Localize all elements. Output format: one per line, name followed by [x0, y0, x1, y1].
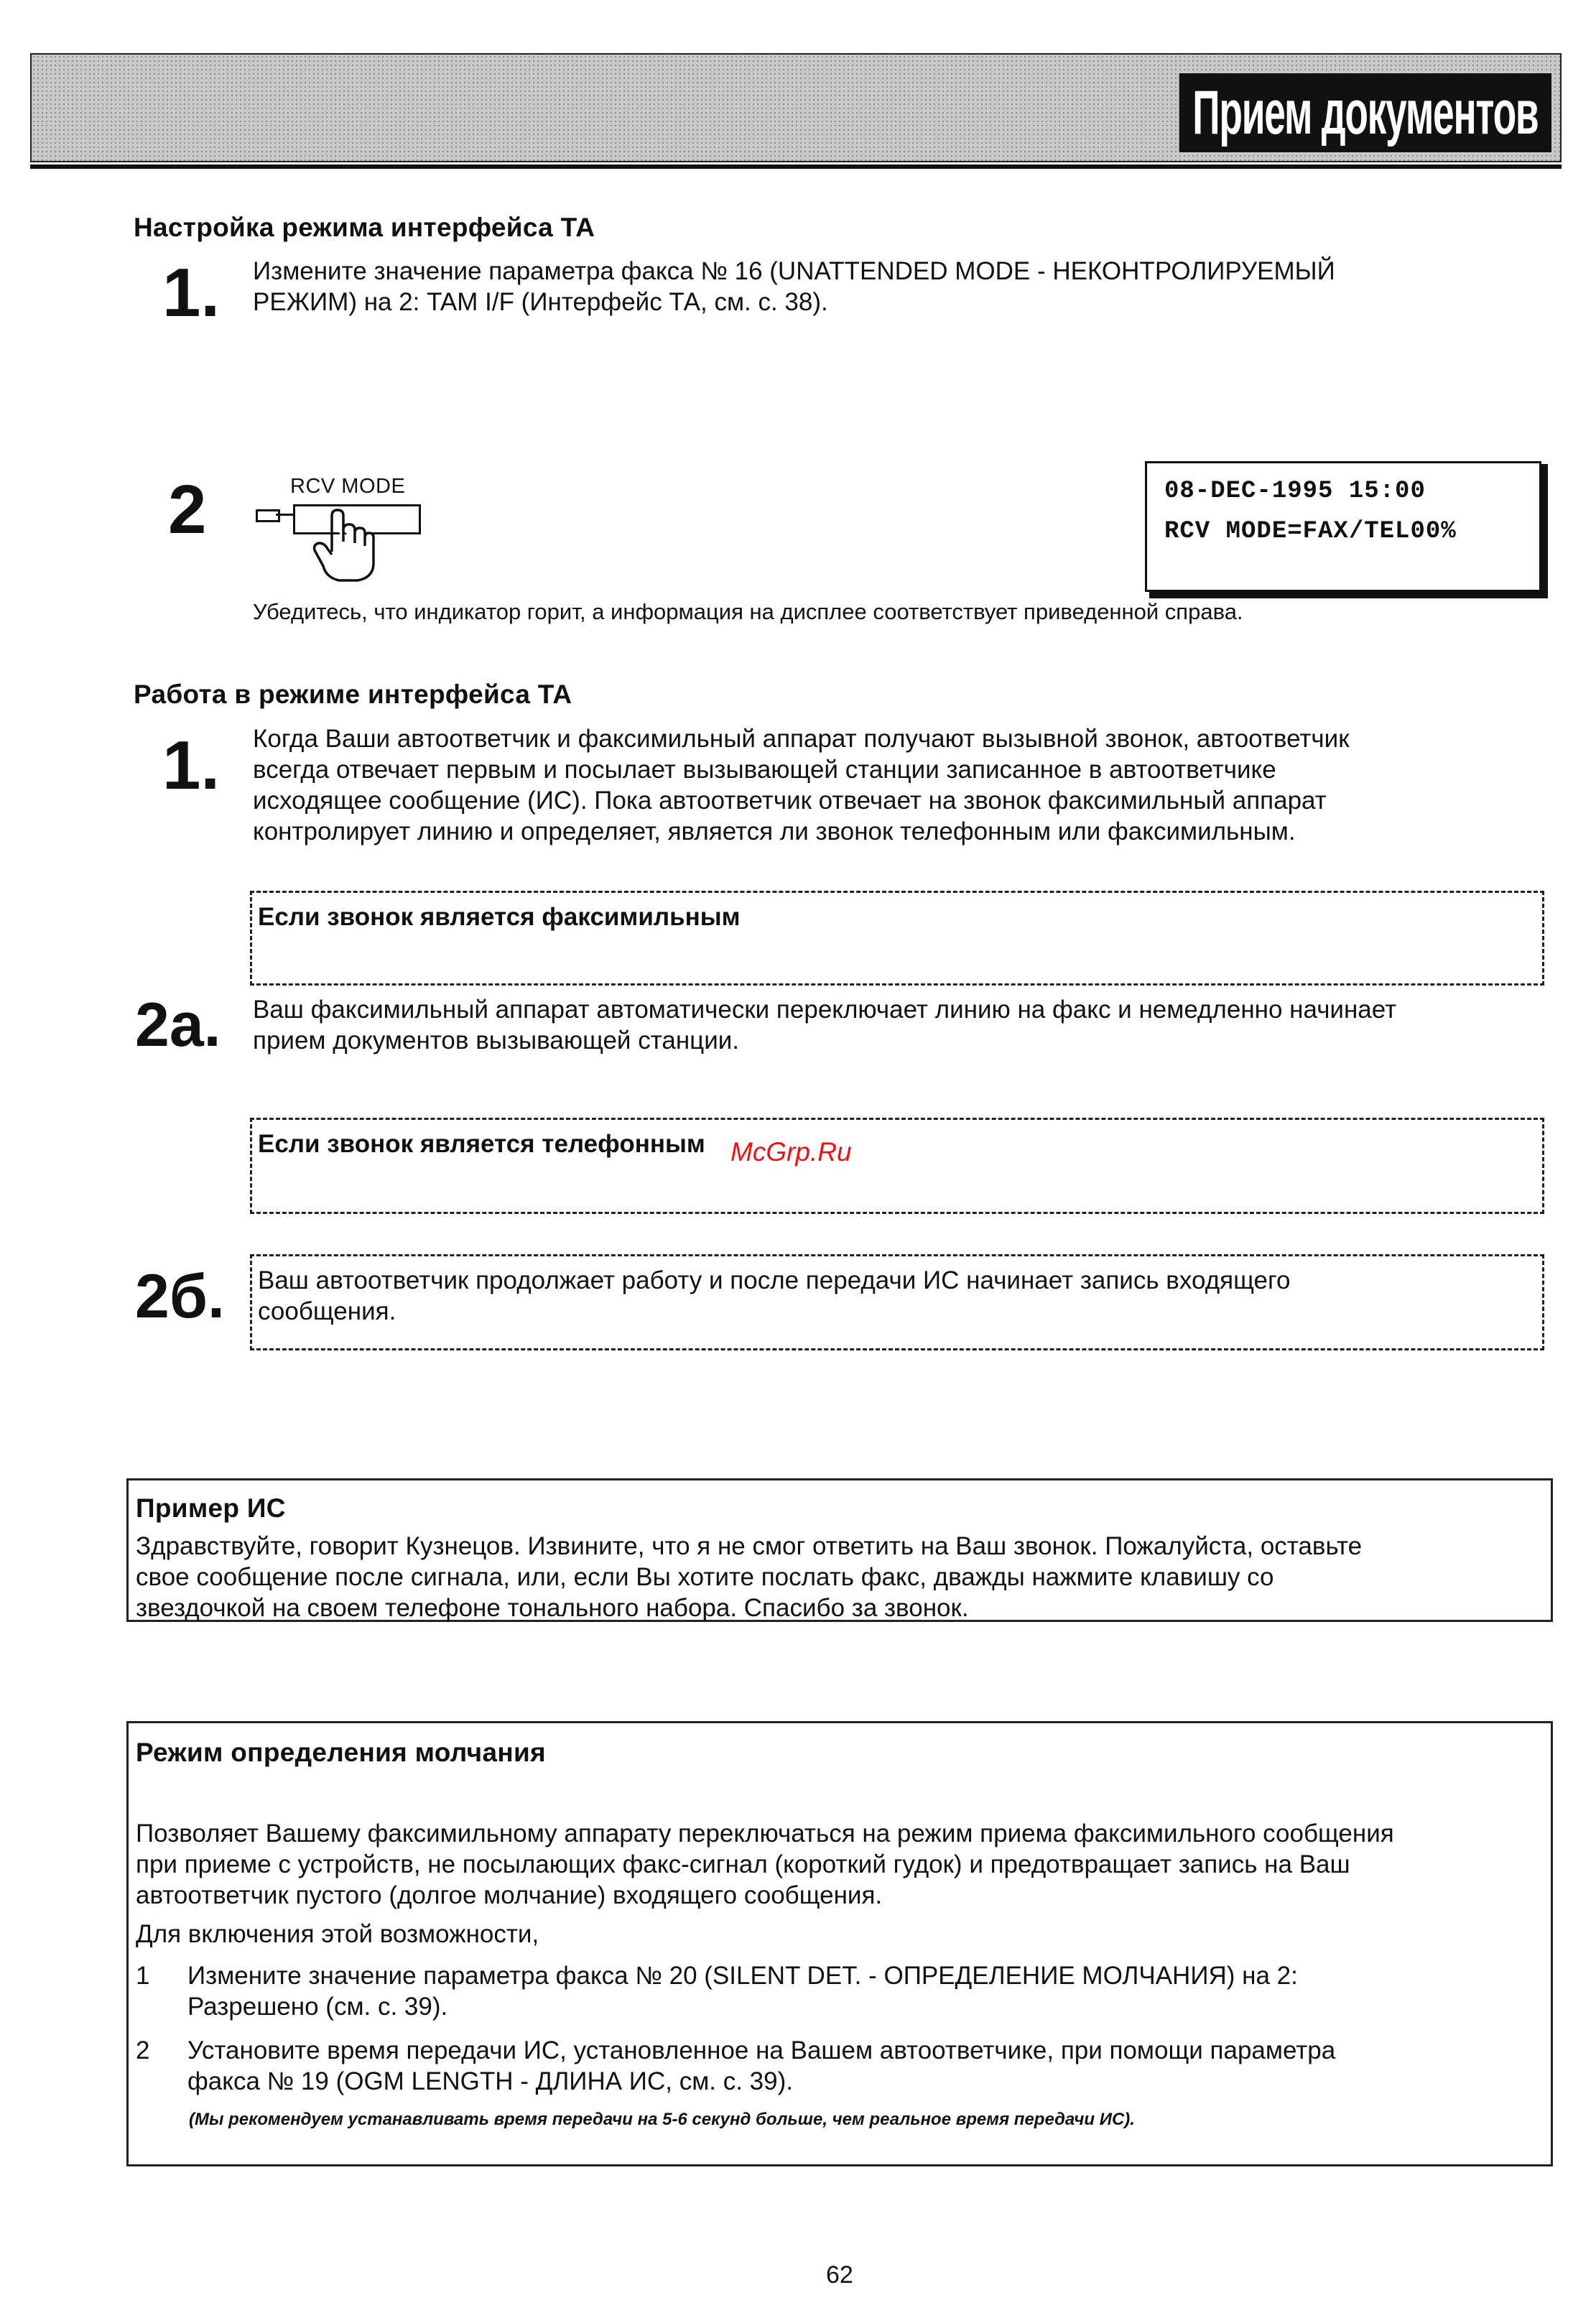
phone-call-label: Если звонок является телефонным: [258, 1130, 705, 1158]
header-rule: [30, 164, 1562, 169]
page-number: 62: [826, 2261, 853, 2289]
step-text: Ваш автоответчик продолжает работу и после передачи ИС начинает запись входящего сообщения.: [258, 1266, 1291, 1325]
lcd-display: [1145, 461, 1541, 592]
step-number: 2: [168, 471, 207, 548]
lcd-shadow: [1149, 592, 1548, 598]
rcv-mode-label: RCV MODE: [290, 475, 406, 498]
silent-detection-box: [126, 1721, 1553, 2166]
step-text: Измените значение параметра факса № 16 (UNATTENDED MODE - НЕКОНТРОЛИРУЕМЫЙ РЕЖИМ) на 2: TAM I/F (Интерфейс ТА, см. с. 38).: [253, 257, 1335, 316]
silent-description: Позволяет Вашему факсимильному аппарату переключаться на режим приема факсимильного сообщения при приеме с устройств, не посылающих факс-сигнал (короткий гудок) и предотвращает запись на Ваш автоответчик пустого (долгое молчание) входящего сообщения.: [136, 1820, 1394, 1909]
list-item-number: 2: [136, 2036, 150, 2064]
example-ogm-box: [126, 1478, 1553, 1622]
fax-call-box: [250, 891, 1544, 986]
enable-text: Для включения этой возможности,: [136, 1920, 539, 1948]
step-number: 2б.: [135, 1262, 225, 1331]
led-connector: [276, 514, 293, 516]
list-item: Измените значение параметра факса № 20 (SILENT DET. - ОПРЕДЕЛЕНИЕ МОЛЧАНИЯ) на 2: Разрешено (см. с. 39).: [187, 1962, 1298, 2021]
step-2b-box: [250, 1254, 1544, 1350]
example-title: Пример ИС: [136, 1493, 286, 1523]
display-note: Убедитесь, что индикатор горит, а информация на дисплее соответствует приведенной справа.: [253, 599, 1243, 624]
list-item-number: 1: [136, 1962, 150, 1990]
phone-call-box: [250, 1118, 1544, 1214]
step-text: Ваш факсимильный аппарат автоматически переключает линию на факс и немедленно начинает прием документов вызывающей станции.: [253, 996, 1397, 1054]
watermark-text: McGrp.Ru: [730, 1137, 852, 1167]
pressing-hand-icon: [310, 509, 389, 588]
recommendation-note: (Мы рекомендуем устанавливать время передачи на 5-6 секунд больше, чем реальное время передачи ИС).: [189, 2110, 1135, 2129]
fax-call-label: Если звонок является факсимильным: [258, 903, 741, 931]
step-number: 1.: [162, 727, 221, 804]
section-heading-ta-operation: Работа в режиме интерфейса ТА: [134, 680, 572, 709]
list-item: Установите время передачи ИС, установленное на Вашем автоответчике, при помощи параметра факса № 19 (OGM LENGTH - ДЛИНА ИС, см. с. 39).: [187, 2036, 1336, 2095]
led-indicator: [256, 509, 280, 522]
page-title: Прием документов: [1179, 73, 1551, 152]
display-line-1: 08-DEC-1995 15:00: [1164, 478, 1426, 505]
step-text: Когда Ваши автоответчик и факсимильный аппарат получают вызывной звонок, автоответчик всегда отвечает первым и посылает вызывающей станции записанное в автоответчике исходящее сообщение (ИС). Пока автоответчик отвечает на звонок факсимильный аппарат контролирует линию и определяет, является ли звонок телефонным или факсимильным.: [253, 725, 1350, 845]
step-number: 2a.: [135, 991, 221, 1060]
display-line-2: RCV MODE=FAX/TEL00%: [1164, 518, 1457, 545]
silent-title: Режим определения молчания: [136, 1738, 546, 1767]
section-heading-ta-setup: Настройка режима интерфейса ТА: [134, 213, 595, 242]
lcd-shadow: [1541, 464, 1548, 595]
step-number: 1.: [162, 254, 221, 331]
example-text: Здравствуйте, говорит Кузнецов. Извините, что я не смог ответить на Ваш звонок. Пожалуйста, оставьте свое сообщение после сигнала, или, если Вы хотите послать факс, дважды нажмите клавишу со звездочкой на своем телефоне тонального набора. Спасибо за звонок.: [136, 1532, 1363, 1622]
